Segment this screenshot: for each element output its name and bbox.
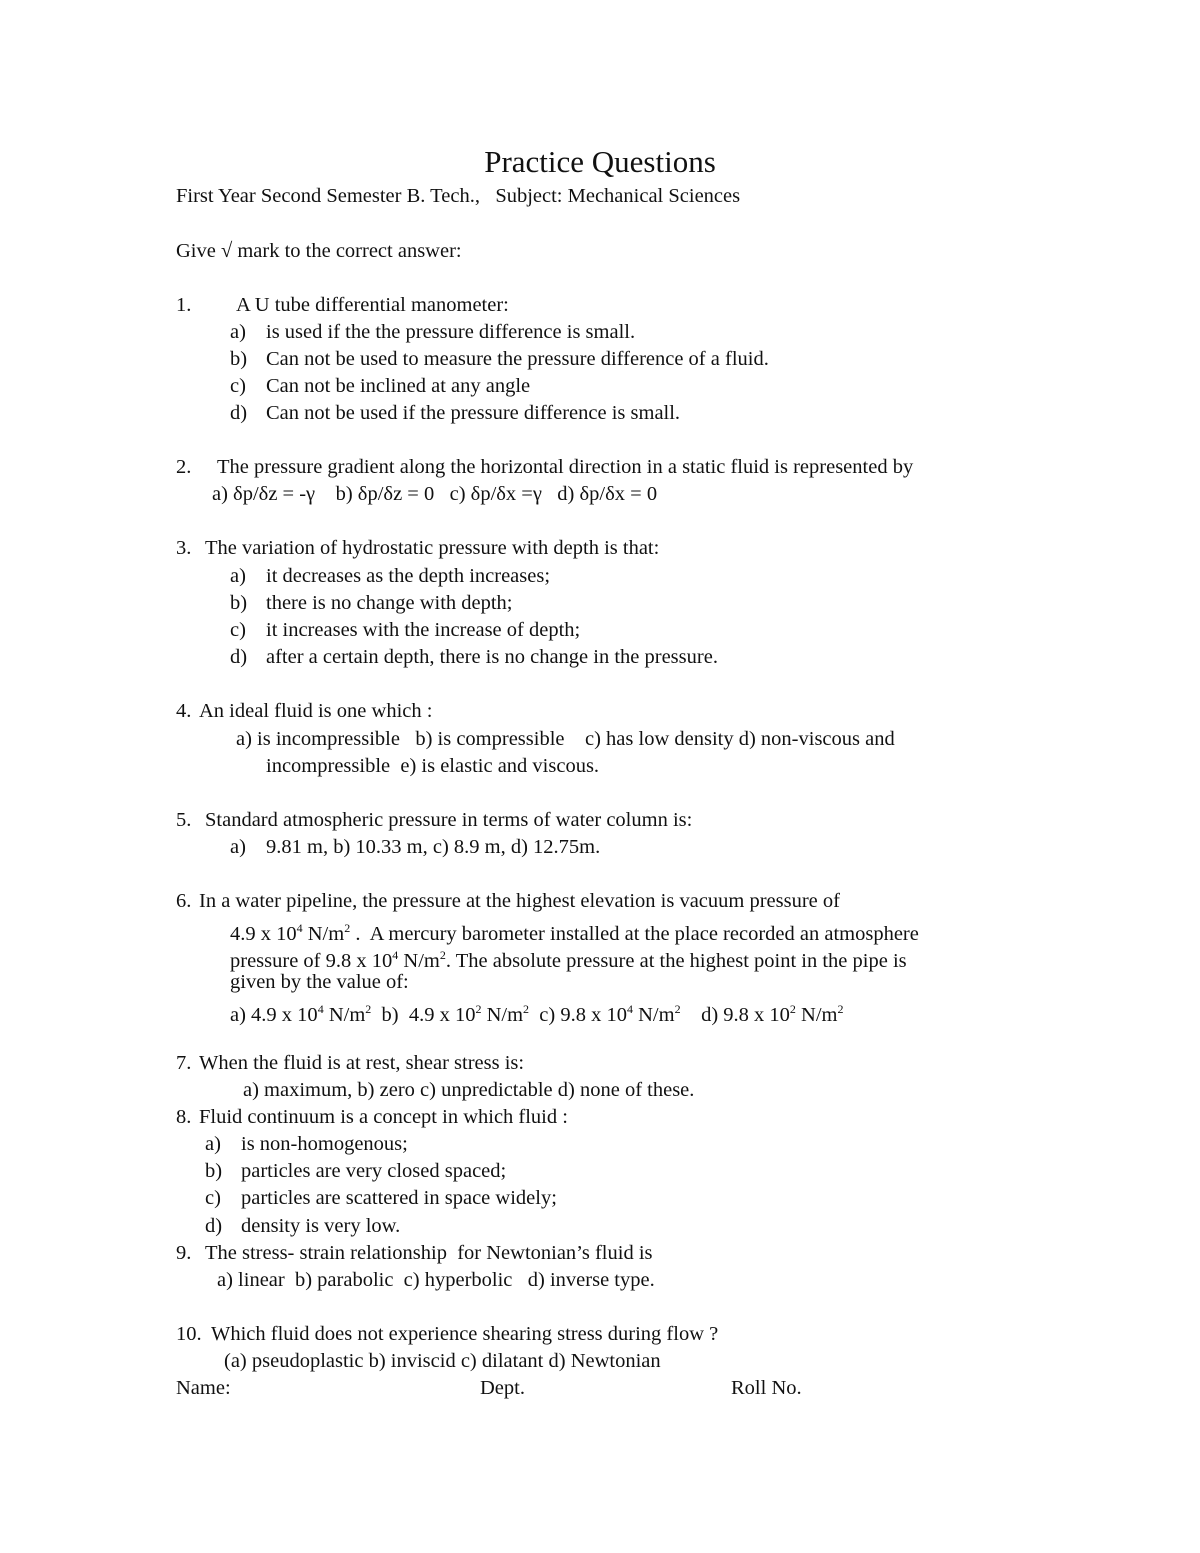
option-text: it decreases as the depth increases;: [266, 565, 551, 587]
question-stem-continued: given by the value of:: [230, 971, 409, 993]
option-label: a): [230, 321, 246, 343]
option-label: b): [205, 1160, 223, 1182]
option-text: Can not be inclined at any angle: [266, 375, 531, 397]
question-number: 4.: [176, 700, 192, 722]
question-number: 8.: [176, 1106, 192, 1128]
option-label: a): [205, 1133, 221, 1155]
options-line: a) is incompressible b) is compressible c) has low density d) non-viscous and: [236, 728, 895, 750]
option-label: a): [230, 836, 246, 858]
page-title: Practice Questions: [484, 144, 716, 179]
option-text: is non-homogenous;: [241, 1133, 408, 1155]
name-label: Name:: [176, 1377, 231, 1399]
instruction: Give √ mark to the correct answer:: [176, 240, 462, 262]
options-line: (a) pseudoplastic b) inviscid c) dilatant d) Newtonian: [224, 1350, 661, 1372]
option-label: d): [230, 646, 248, 668]
option-text: particles are scattered in space widely;: [241, 1187, 557, 1209]
option-label: c): [230, 375, 246, 397]
roll-number-label: Roll No.: [731, 1377, 802, 1399]
question-stem: Fluid continuum is a concept in which fluid :: [199, 1106, 568, 1128]
question-stem: The stress- strain relationship for Newtonian’s fluid is: [205, 1242, 653, 1264]
question-stem: A U tube differential manometer:: [236, 294, 509, 316]
subtitle: First Year Second Semester B. Tech., Subject: Mechanical Sciences: [176, 185, 741, 207]
question-number: 9.: [176, 1242, 192, 1264]
option-label: b): [230, 592, 248, 614]
option-label: d): [205, 1215, 223, 1237]
question-number: 5.: [176, 809, 192, 831]
option-label: c): [230, 619, 246, 641]
option-text: 9.81 m, b) 10.33 m, c) 8.9 m, d) 12.75m.: [266, 836, 601, 858]
question-number: 1.: [176, 294, 192, 316]
question-stem: The pressure gradient along the horizontal direction in a static fluid is represented by: [217, 456, 914, 478]
question-number: 2.: [176, 456, 192, 478]
question-number: 6.: [176, 890, 192, 912]
question-number: 7.: [176, 1052, 192, 1074]
option-label: c): [205, 1187, 221, 1209]
question-number: 10.: [176, 1323, 202, 1345]
question-number: 3.: [176, 537, 192, 559]
question-stem: The variation of hydrostatic pressure with depth is that:: [205, 537, 660, 559]
dept-label: Dept.: [480, 1377, 525, 1399]
options-line: a) δp/δz = -γ b) δp/δz = 0 c) δp/δx =γ d) δp/δx = 0: [212, 483, 658, 505]
option-label: a): [230, 565, 246, 587]
option-text: particles are very closed spaced;: [241, 1160, 507, 1182]
question-stem: When the fluid is at rest, shear stress is:: [199, 1052, 525, 1074]
option-text: is used if the the pressure difference is small.: [266, 321, 636, 343]
options-line: a) maximum, b) zero c) unpredictable d) none of these.: [243, 1079, 695, 1101]
options-line: a) 4.9 x $10^4$ $N/m^2$ b) 4.9 x $10^2$ $N/m^2$ c) 9.8 x $10^4$ $N/m^2$ d) 9.8 x $10^2$ $N/m^2$: [230, 1002, 844, 1026]
options-line: a) linear b) parabolic c) hyperbolic d) inverse type.: [217, 1269, 655, 1291]
question-stem-continued: pressure of 9.8 x $10^4$ $N/m^2$. The absolute pressure at the highest point in the pipe is: [230, 948, 907, 972]
option-label: d): [230, 402, 248, 424]
option-text: it increases with the increase of depth;: [266, 619, 581, 641]
question-stem: Standard atmospheric pressure in terms of water column is:: [205, 809, 693, 831]
option-text: after a certain depth, there is no change in the pressure.: [266, 646, 718, 668]
question-stem: An ideal fluid is one which :: [199, 700, 433, 722]
option-text: there is no change with depth;: [266, 592, 513, 614]
option-label: b): [230, 348, 248, 370]
question-stem: In a water pipeline, the pressure at the highest elevation is vacuum pressure of: [199, 890, 840, 912]
option-text: Can not be used if the pressure difference is small.: [266, 402, 681, 424]
options-line-continued: incompressible e) is elastic and viscous.: [266, 755, 600, 777]
option-text: density is very low.: [241, 1215, 401, 1237]
question-stem-continued: 4.9 x $10^4$ $N/m^2$ . A mercury barometer installed at the place recorded an atmosphere: [230, 921, 919, 945]
option-text: Can not be used to measure the pressure difference of a fluid.: [266, 348, 769, 370]
question-stem: Which fluid does not experience shearing stress during flow ?: [211, 1323, 719, 1345]
